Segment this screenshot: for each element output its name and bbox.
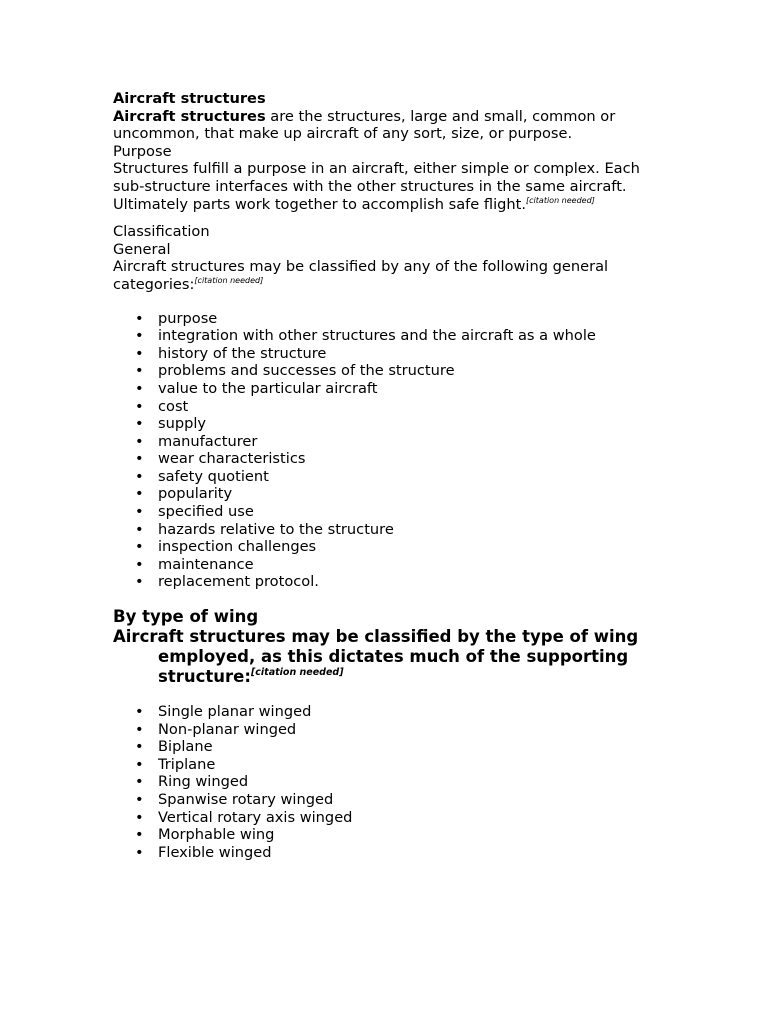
list-item — [135, 309, 653, 328]
document-title: Aircraft structures — [113, 90, 266, 107]
bullet-icon: • — [135, 397, 144, 415]
bullet-icon: • — [135, 467, 144, 485]
bullet-icon: • — [135, 573, 144, 591]
list-item-text: Spanwise rotary winged — [158, 791, 334, 808]
list-item-text: Non-planar winged — [158, 720, 297, 738]
list-item-text: purpose — [158, 309, 218, 327]
bullet-icon: • — [135, 720, 144, 738]
list-item-text: wear characteristics — [158, 450, 306, 468]
list-item — [135, 432, 653, 451]
list-item-text: Vertical rotary axis winged — [158, 808, 353, 826]
list-item-text: Ring winged — [158, 773, 249, 791]
bullet-icon: • — [135, 379, 144, 397]
bullet-icon: • — [135, 450, 144, 468]
general-paragraph — [113, 258, 653, 293]
list-item-text: cost — [158, 397, 189, 415]
list-item — [135, 520, 653, 539]
list-item — [135, 773, 653, 791]
list-item-text: specified use — [158, 503, 254, 521]
bullet-icon: • — [135, 555, 144, 573]
list-item-text: problems and successes of the structure — [158, 362, 455, 380]
bullet-icon: • — [135, 791, 144, 808]
list-item — [135, 826, 653, 844]
list-item-text: Single planar winged — [158, 703, 312, 721]
list-item — [135, 808, 653, 827]
bullet-icon: • — [135, 309, 144, 327]
bullet-icon: • — [135, 843, 144, 861]
bullet-icon: • — [135, 538, 144, 556]
list-item — [135, 720, 653, 739]
bullet-icon: • — [135, 773, 144, 791]
list-item — [135, 538, 653, 556]
list-item-text: manufacturer — [158, 432, 258, 450]
general-heading: General — [113, 240, 171, 258]
list-item — [135, 555, 653, 574]
list-item-text: inspection challenges — [158, 538, 317, 556]
list-item-text: integration with other structures and the aircraft as a whole — [158, 327, 596, 345]
intro-paragraph — [113, 108, 653, 143]
list-item — [135, 327, 653, 345]
bullet-icon: • — [135, 808, 144, 826]
list-item — [135, 344, 653, 363]
wing-section-heading: By type of wing — [113, 607, 259, 627]
bullet-icon: • — [135, 738, 144, 756]
list-item — [135, 379, 653, 398]
document-page — [113, 90, 653, 861]
bullet-icon: • — [135, 432, 144, 450]
purpose-paragraph — [113, 160, 653, 213]
bullet-icon: • — [135, 755, 144, 773]
list-item-text: Flexible winged — [158, 843, 272, 861]
bullet-icon: • — [135, 520, 144, 538]
list-item — [135, 791, 653, 809]
list-item-text: supply — [158, 415, 207, 433]
intro-text: are the structures, large and small, common or uncommon, that make up aircraft of any sort, size, or purpose. — [113, 107, 616, 143]
list-item — [135, 450, 653, 468]
list-item — [135, 485, 653, 503]
classification-heading: Classification — [113, 223, 210, 241]
list-item-text: replacement protocol. — [158, 573, 319, 591]
list-item-text: popularity — [158, 485, 233, 503]
list-item — [135, 415, 653, 433]
list-item-text: Biplane — [158, 738, 213, 756]
list-item-text: safety quotient — [158, 467, 269, 485]
wing-text: Aircraft structures may be classified by the type of wing employed, as this dictates much of the supporting structure: — [113, 627, 639, 687]
list-item — [135, 843, 653, 862]
list-item — [135, 467, 653, 486]
list-item — [135, 738, 653, 756]
bullet-icon: • — [135, 327, 144, 345]
list-item — [135, 362, 653, 380]
intro-bold-term: Aircraft structures — [113, 107, 266, 125]
list-item-text: value to the particular aircraft — [158, 379, 378, 397]
bullet-icon: • — [135, 503, 144, 521]
wing-types-list — [113, 703, 653, 861]
general-categories-list — [113, 310, 653, 592]
list-item — [135, 503, 653, 521]
list-item — [135, 755, 653, 774]
list-item-text: maintenance — [158, 555, 254, 573]
list-item — [135, 573, 653, 591]
list-item — [135, 703, 653, 721]
bullet-icon: • — [135, 344, 144, 362]
general-text: Aircraft structures may be classified by any of the following general categories: — [113, 258, 609, 293]
purpose-text: Structures fulfill a purpose in an aircraft, either simple or complex. Each sub-structure interfaces with the other structures in the same aircraft. Ultimately parts work together to accomplish safe flight. — [113, 160, 640, 213]
citation-needed-link[interactable]: [citation needed] — [194, 275, 264, 285]
list-item-text: Morphable wing — [158, 826, 275, 844]
bullet-icon: • — [135, 703, 144, 721]
bullet-icon: • — [135, 485, 144, 503]
bullet-icon: • — [135, 362, 144, 380]
list-item — [135, 397, 653, 416]
citation-needed-link[interactable]: [citation needed] — [526, 195, 595, 205]
wing-paragraph — [113, 627, 653, 687]
bullet-icon: • — [135, 415, 144, 433]
purpose-heading: Purpose — [113, 142, 172, 160]
list-item-text: Triplane — [158, 755, 216, 773]
list-item-text: hazards relative to the structure — [158, 520, 394, 538]
bullet-icon: • — [135, 826, 144, 844]
citation-needed-link[interactable]: [citation needed] — [250, 667, 344, 679]
list-item-text: history of the structure — [158, 344, 327, 362]
